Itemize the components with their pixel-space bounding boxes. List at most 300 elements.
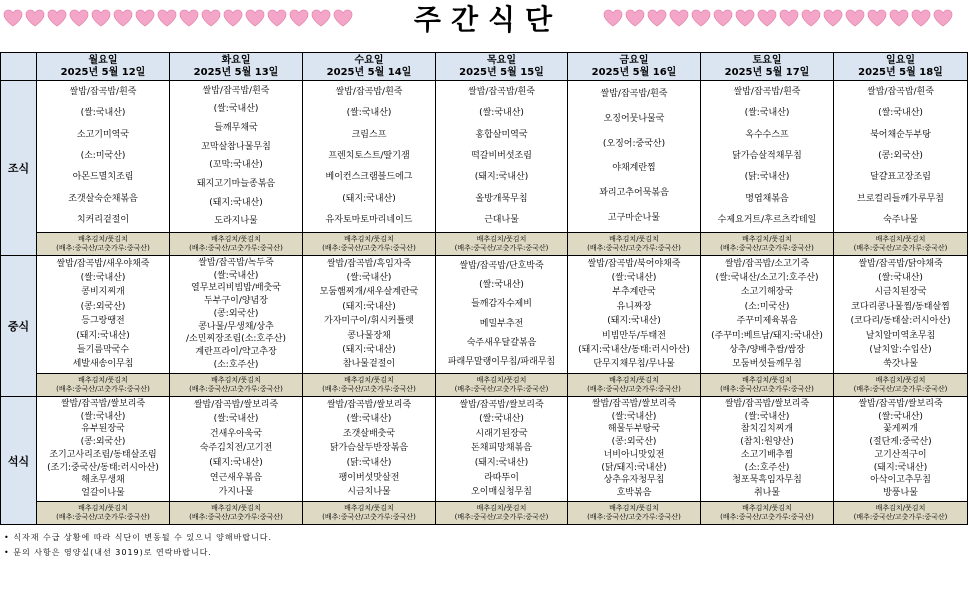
menu-item: (쌀:국내산) xyxy=(346,273,392,284)
menu-item: 쌀밥/잡곡밥/흰죽 xyxy=(733,87,801,98)
heart-icon xyxy=(2,7,24,29)
kimchi-box xyxy=(37,373,169,396)
heart-icon xyxy=(910,7,932,29)
menu-item: 들깨무채국 xyxy=(214,123,258,134)
heart-icon xyxy=(712,7,734,29)
meal-row xyxy=(1,81,968,256)
menu-item: 브로컬리들깨가루무침 xyxy=(857,193,944,204)
heart-icon xyxy=(668,7,690,29)
menu-item: (닭/돼지:국내산) xyxy=(601,462,667,473)
menu-item: 쌀밥/잡곡밥/흰죽 xyxy=(335,87,403,98)
menu-cell xyxy=(568,81,701,256)
menu-item: 닭가슴살적채무침 xyxy=(732,150,802,161)
kimchi-box xyxy=(834,232,967,255)
menu-item: (쌀:국내산) xyxy=(611,273,657,284)
menu-item: 쌀밥/잡곡밥/단호박죽 xyxy=(459,261,544,272)
menu-item: 유부된장국 xyxy=(81,424,125,435)
kimchi-origin: (배추:중국산/고춧가루:중국산) xyxy=(720,513,814,521)
menu-item: 쌀밥/잡곡밥/새우야채죽 xyxy=(56,258,150,269)
kimchi-name: 배추김치/풋김치 xyxy=(609,235,659,243)
menu-item: 오이매실청무침 xyxy=(471,487,532,498)
day-date: 2025년 5월 12일 xyxy=(60,66,146,78)
menu-item: 콩나물/무생채/상추 xyxy=(198,321,274,332)
menu-item: 열무보리비빔밥/배춧국 xyxy=(191,283,281,294)
menu-item: 숙주나물 xyxy=(883,214,918,225)
menu-item: 쌀밥/잡곡밥/쌀보리죽 xyxy=(193,399,279,410)
heart-icon xyxy=(332,7,354,29)
menu-item: (돼지:국내산) xyxy=(873,462,928,473)
menu-item: 치커리겉절이 xyxy=(76,214,130,225)
menu-item: (조기:중국산/동태:러시아산) xyxy=(47,462,159,473)
day-header xyxy=(37,53,170,81)
menu-item: 메밀부추전 xyxy=(479,318,524,329)
kimchi-name: 배추김치/풋김치 xyxy=(344,504,394,512)
menu-item: 쌀밥/잡곡밥/흰죽 xyxy=(468,87,535,98)
kimchi-box xyxy=(170,501,302,524)
kimchi-box xyxy=(834,501,967,524)
menu-item: (돼지:국내산) xyxy=(342,344,396,355)
menu-item: 꼬막살참나물무침 xyxy=(201,141,271,152)
heart-icon xyxy=(68,7,90,29)
menu-cell xyxy=(568,256,701,397)
kimchi-origin: (배추:중국산/고춧가루:중국산) xyxy=(720,244,814,252)
menu-item: 쌀밥/잡곡밥/녹두죽 xyxy=(198,257,274,268)
menu-item: (닭:국내산) xyxy=(744,172,790,183)
kimchi-box xyxy=(701,232,833,255)
menu-item: 유니짜장 xyxy=(616,301,652,312)
kimchi-origin: (배추:중국산/고춧가루:중국산) xyxy=(454,244,549,252)
menu-item: 아몬드멸치조림 xyxy=(72,172,134,183)
kimchi-origin: (배추:중국산/고춧가루:중국산) xyxy=(189,513,283,521)
menu-item: 들깨감자수제비 xyxy=(471,299,532,310)
menu-item: (소:호주산) xyxy=(744,462,790,473)
heart-icon xyxy=(756,7,778,29)
menu-item: 시래기된장국 xyxy=(475,428,528,439)
kimchi-name: 배추김치/풋김치 xyxy=(78,235,128,243)
meal-label: 중식 xyxy=(1,256,37,397)
menu-item: 해초무생채 xyxy=(81,475,125,486)
menu-cell xyxy=(436,256,568,397)
menu-item: 시금치나물 xyxy=(347,487,391,498)
day-date: 2025년 5월 18일 xyxy=(858,66,943,78)
day-date: 2025년 5월 16일 xyxy=(591,66,677,78)
heart-icon xyxy=(932,7,954,29)
kimchi-origin: (배추:중국산/고춧가루:중국산) xyxy=(56,385,150,393)
menu-item: (쌀:국내산) xyxy=(479,280,524,291)
menu-item: 옥수수스프 xyxy=(745,129,789,140)
kimchi-box xyxy=(701,501,833,524)
menu-item: 콩비지찌개 xyxy=(81,287,125,298)
menu-item: (돼지:국내산) xyxy=(76,330,130,341)
hearts-decoration-right xyxy=(602,7,954,35)
day-name: 토요일 xyxy=(752,54,782,66)
day-date: 2025년 5월 13일 xyxy=(193,66,279,78)
menu-item: 날치알미역초무침 xyxy=(865,330,936,341)
menu-item: 두부구이/양념장 xyxy=(204,296,268,307)
menu-cell xyxy=(701,397,834,525)
menu-item: 소고기해장국 xyxy=(740,287,794,298)
menu-item: 북어채순두부탕 xyxy=(870,129,931,140)
menu-item: 시금치된장국 xyxy=(874,287,927,298)
menu-item: 쌀밥/잡곡밥/흰죽 xyxy=(69,87,137,98)
kimchi-box xyxy=(436,373,567,396)
menu-item: (쌀:국내산) xyxy=(213,270,259,281)
heart-icon xyxy=(822,7,844,29)
menu-item: 소고기배추찜 xyxy=(740,449,794,460)
menu-item: /소민찌장조림(소:호주산) xyxy=(185,334,287,345)
menu-cell xyxy=(170,81,303,256)
kimchi-origin: (배추:중국산/고춧가루:중국산) xyxy=(322,385,416,393)
heart-icon xyxy=(778,7,800,29)
menu-item: 조갯살배춧국 xyxy=(342,428,396,439)
heart-icon xyxy=(866,7,888,29)
menu-item: 참나물겉절이 xyxy=(342,359,396,370)
kimchi-name: 배추김치/풋김치 xyxy=(211,235,261,243)
menu-item: 아삭이고추무침 xyxy=(870,475,931,486)
heart-icon xyxy=(112,7,134,29)
menu-item: (돼지:국내산/동태:러시아산) xyxy=(578,344,690,355)
menu-item: 쌀밥/잡곡밥/소고기죽 xyxy=(724,258,810,269)
menu-item: 베이컨스크램블드에그 xyxy=(325,172,413,183)
kimchi-box xyxy=(303,501,435,524)
menu-item: 상추/양배추쌈/쌈장 xyxy=(729,344,805,355)
menu-item: 쌀밥/잡곡밥/북어야채죽 xyxy=(587,258,681,269)
menu-item: (돼지:국내산) xyxy=(474,172,529,183)
menu-item: 숙주새우달걀볶음 xyxy=(466,337,537,348)
menu-item: 세발새송이무침 xyxy=(72,359,134,370)
menu-item: 해물두부탕국 xyxy=(607,424,661,435)
menu-item: 쌀밥/잡곡밥/흰죽 xyxy=(600,88,668,99)
menu-item: (쌀:국내산) xyxy=(346,414,392,425)
heart-icon xyxy=(602,7,624,29)
menu-cell xyxy=(701,81,834,256)
menu-item: 얼갈이나물 xyxy=(81,488,125,499)
kimchi-name: 배추김치/풋김치 xyxy=(742,504,792,512)
menu-item: 쌀밥/잡곡밥/닭야채죽 xyxy=(858,258,943,269)
menu-item: 꽃게찌개 xyxy=(883,424,918,435)
kimchi-box xyxy=(303,232,435,255)
menu-item: (콩:외국산) xyxy=(213,308,259,319)
kimchi-origin: (배추:중국산/고춧가루:중국산) xyxy=(189,244,283,252)
menu-item: 팽이버섯맛살전 xyxy=(338,472,400,483)
menu-item: (쌀:국내산) xyxy=(346,108,392,119)
kimchi-name: 배추김치/풋김치 xyxy=(742,376,792,384)
kimchi-origin: (배추:중국산/고춧가루:중국산) xyxy=(56,513,150,521)
heart-icon xyxy=(310,7,332,29)
kimchi-name: 배추김치/풋김치 xyxy=(609,504,659,512)
heart-icon xyxy=(24,7,46,29)
menu-item: 쑥갓나물 xyxy=(883,359,918,370)
kimchi-origin: (배추:중국산/고춧가루:중국산) xyxy=(853,385,948,393)
kimchi-origin: (배추:중국산/고춧가루:중국산) xyxy=(322,513,416,521)
menu-cell xyxy=(834,397,968,525)
kimchi-origin: (배추:중국산/고춧가루:중국산) xyxy=(189,385,283,393)
menu-item: 떡갈비버섯조림 xyxy=(471,150,532,161)
menu-item: (코다리/동태살:러시아산) xyxy=(850,316,951,327)
menu-item: 조기고사리조림/동태살조림 xyxy=(49,449,157,460)
menu-item: 쌀밥/잡곡밥/쌀보리죽 xyxy=(60,398,146,409)
kimchi-box xyxy=(170,232,302,255)
menu-item: 명엽채볶음 xyxy=(745,193,789,204)
menu-item: (닭:국내산) xyxy=(346,458,392,469)
day-header xyxy=(834,53,968,81)
menu-item: (돼지:국내산) xyxy=(607,316,661,327)
kimchi-box xyxy=(834,373,967,396)
menu-cell xyxy=(701,256,834,397)
heart-icon xyxy=(200,7,222,29)
menu-item: 근대나물 xyxy=(484,214,519,225)
kimchi-name: 배추김치/풋김치 xyxy=(476,376,527,384)
day-name: 일요일 xyxy=(886,54,915,66)
day-name: 월요일 xyxy=(88,54,118,66)
heart-icon xyxy=(222,7,244,29)
weekly-menu-table xyxy=(0,52,968,525)
day-header xyxy=(568,53,701,81)
kimchi-box xyxy=(303,373,435,396)
menu-item: 연근새우볶음 xyxy=(209,472,263,483)
menu-item: 너비아니맛있전 xyxy=(603,449,665,460)
menu-cell xyxy=(834,256,968,397)
day-header xyxy=(701,53,834,81)
menu-item: 숙주김치전/고기전 xyxy=(199,443,273,454)
menu-item: (쌀:국내산) xyxy=(878,273,923,284)
menu-item: 쌀밥/잡곡밥/쌀보리죽 xyxy=(858,398,943,409)
heart-icon xyxy=(690,7,712,29)
menu-item: 비빔만두/두태전 xyxy=(602,330,666,341)
menu-item: 가지나물 xyxy=(218,487,254,498)
kimchi-origin: (배추:중국산/고춧가루:중국산) xyxy=(587,513,681,521)
menu-item: 부추계란국 xyxy=(612,287,656,298)
menu-item: 프렌치토스트/딸기잼 xyxy=(328,150,410,161)
heart-icon xyxy=(844,7,866,29)
kimchi-name: 배추김치/풋김치 xyxy=(476,235,527,243)
kimchi-name: 배추김치/풋김치 xyxy=(78,504,128,512)
kimchi-box xyxy=(170,373,302,396)
menu-item: 수제요거트/후르츠칵테일 xyxy=(717,214,817,225)
page-title: 주간식단 xyxy=(413,3,563,36)
menu-item: (소:미국산) xyxy=(80,150,126,161)
menu-item: (쌀:국내산/소고기:호주산) xyxy=(715,273,819,284)
menu-cell xyxy=(303,81,436,256)
menu-item: 파래무말랭이무침/파래무침 xyxy=(447,356,556,367)
menu-item: 코다리콩나물찜/동태살찜 xyxy=(851,301,950,312)
menu-item: (콩:외국산) xyxy=(878,150,923,161)
meal-row xyxy=(1,256,968,397)
kimchi-name: 배추김치/풋김치 xyxy=(211,376,261,384)
heart-icon xyxy=(134,7,156,29)
kimchi-name: 배추김치/풋김치 xyxy=(78,376,128,384)
menu-item: 모둠버섯들깨무침 xyxy=(732,359,802,370)
menu-cell xyxy=(568,397,701,525)
kimchi-box xyxy=(568,373,700,396)
heart-icon xyxy=(156,7,178,29)
menu-item: (콩:외국산) xyxy=(611,437,657,448)
day-date: 2025년 5월 15일 xyxy=(459,66,544,78)
menu-item: 닭가슴살두반장볶음 xyxy=(329,443,409,454)
menu-item: 청포묵흑임자무침 xyxy=(732,475,802,486)
day-date: 2025년 5월 14일 xyxy=(326,66,412,78)
kimchi-origin: (배추:중국산/고춧가루:중국산) xyxy=(587,244,681,252)
menu-item: (돼지:국내산) xyxy=(209,197,263,208)
menu-item: 건새우아욱국 xyxy=(209,428,263,439)
menu-item: (콩:외국산) xyxy=(80,437,126,448)
menu-item: 쌀밥/잡곡밥/흰죽 xyxy=(202,85,270,96)
heart-icon xyxy=(288,7,310,29)
heart-icon xyxy=(244,7,266,29)
menu-item: 가자미구이/휘시커틀렛 xyxy=(324,316,414,327)
menu-item: 달걀표고장조림 xyxy=(870,172,931,183)
kimchi-origin: (배추:중국산/고춧가루:중국산) xyxy=(56,244,150,252)
menu-item: (돼지:국내산) xyxy=(209,458,263,469)
menu-item: (쌀:국내산) xyxy=(80,273,126,284)
kimchi-name: 배추김치/풋김치 xyxy=(211,504,261,512)
kimchi-box xyxy=(436,232,567,255)
heart-icon xyxy=(800,7,822,29)
menu-item: (쌀:국내산) xyxy=(213,414,259,425)
menu-item: 조갯살숙순채볶음 xyxy=(68,193,138,204)
kimchi-origin: (배추:중국산/고춧가루:중국산) xyxy=(322,244,416,252)
day-header-row xyxy=(1,53,968,81)
menu-cell xyxy=(436,81,568,256)
menu-item: (쌀:국내산) xyxy=(479,108,524,119)
menu-item: (주꾸미:베트남/돼지:국내산) xyxy=(711,330,823,341)
menu-cell xyxy=(834,81,968,256)
kimchi-origin: (배추:중국산/고춧가루:중국산) xyxy=(454,385,549,393)
day-name: 목요일 xyxy=(487,54,516,66)
menu-item: 돈채피망채볶음 xyxy=(471,443,532,454)
menu-item: (콩:외국산) xyxy=(80,301,126,312)
menu-item: (쌀:국내산) xyxy=(744,411,790,422)
menu-item: 방풍나물 xyxy=(883,488,918,499)
meal-label: 조식 xyxy=(1,81,37,256)
meal-row xyxy=(1,397,968,525)
menu-item: (소:미국산) xyxy=(744,301,790,312)
kimchi-box xyxy=(37,501,169,524)
menu-item: (소:호주산) xyxy=(213,360,259,370)
menu-cell xyxy=(37,256,170,397)
menu-item: 쌀밥/잡곡밥/쌀보리죽 xyxy=(459,399,544,410)
kimchi-name: 배추김치/풋김치 xyxy=(875,235,926,243)
kimchi-name: 배추김치/풋김치 xyxy=(875,504,926,512)
menu-item: (쌀:국내산) xyxy=(213,104,259,115)
kimchi-name: 배추김치/풋김치 xyxy=(344,235,394,243)
menu-item: 모둠햄찌개/새우살계란국 xyxy=(319,287,419,298)
kimchi-box xyxy=(701,373,833,396)
day-name: 금요일 xyxy=(619,54,649,66)
menu-cell xyxy=(37,397,170,525)
menu-item: (참치:원양산) xyxy=(740,437,794,448)
menu-item: 유자토마토마리네이드 xyxy=(325,214,413,225)
menu-item: (꼬막:국내산) xyxy=(209,160,263,171)
kimchi-name: 배추김치/풋김치 xyxy=(742,235,792,243)
menu-item: 고기산적구이 xyxy=(874,449,927,460)
menu-item: (쌀:국내산) xyxy=(479,414,524,425)
note-item: • 문의 사항은 영양실(내선 3019)로 연락바랍니다. xyxy=(4,548,212,557)
menu-item: 홍합살미역국 xyxy=(475,129,528,140)
menu-item: (쌀:국내산) xyxy=(80,411,126,422)
menu-item: (날치알:수입산) xyxy=(869,344,932,355)
menu-item: 쌀밥/잡곡밥/쌀보리죽 xyxy=(326,399,412,410)
menu-item: (쌀:국내산) xyxy=(744,108,790,119)
menu-item: 오징어뭇나물국 xyxy=(603,113,665,124)
day-header xyxy=(170,53,303,81)
day-name: 화요일 xyxy=(221,54,251,66)
menu-item: 주꾸미제육볶음 xyxy=(736,316,798,327)
kimchi-origin: (배추:중국산/고춧가루:중국산) xyxy=(853,244,948,252)
menu-item: 취나물 xyxy=(753,488,781,499)
menu-item: 단무지채무침/무나물 xyxy=(593,359,675,370)
kimchi-origin: (배추:중국산/고춧가루:중국산) xyxy=(587,385,681,393)
menu-cell xyxy=(436,397,568,525)
menu-item: 들기름막국수 xyxy=(76,344,130,355)
kimchi-name: 배추김치/풋김치 xyxy=(609,376,659,384)
menu-item: 상추유자청무침 xyxy=(603,475,665,486)
menu-cell xyxy=(37,81,170,256)
day-header xyxy=(303,53,436,81)
day-name: 수요일 xyxy=(354,54,384,66)
menu-item: 꽈리고추어묵볶음 xyxy=(599,188,669,199)
kimchi-box xyxy=(568,501,700,524)
menu-cell xyxy=(303,397,436,525)
day-date: 2025년 5월 17일 xyxy=(724,66,810,78)
corner-cell xyxy=(1,53,37,81)
menu-item: 야채계란찜 xyxy=(612,163,656,174)
menu-cell xyxy=(303,256,436,397)
menu-item: (돼지:국내산) xyxy=(342,193,396,204)
kimchi-box xyxy=(436,501,567,524)
menu-item: 소고기미역국 xyxy=(76,129,130,140)
menu-item: 쌀밥/잡곡밥/흰죽 xyxy=(867,87,934,98)
menu-item: (돼지:국내산) xyxy=(474,458,529,469)
menu-cell xyxy=(170,256,303,397)
menu-item: (쌀:국내산) xyxy=(611,411,657,422)
heart-icon xyxy=(888,7,910,29)
notes xyxy=(4,530,272,560)
kimchi-origin: (배추:중국산/고춧가루:중국산) xyxy=(853,513,948,521)
menu-cell xyxy=(170,397,303,525)
note-item: • 식자재 수급 상황에 따라 식단이 변동될 수 있으니 양해바랍니다. xyxy=(4,533,273,542)
menu-item: 쌀밥/잡곡밥/흑임자죽 xyxy=(326,258,412,269)
menu-item: 콩나물장채 xyxy=(347,330,391,341)
kimchi-origin: (배추:중국산/고춧가루:중국산) xyxy=(720,385,814,393)
menu-item: (오징어:중국산) xyxy=(602,138,666,149)
menu-item: 참치김치찌개 xyxy=(740,424,794,435)
heart-icon xyxy=(646,7,668,29)
menu-item: 쌀밥/잡곡밥/쌀보리죽 xyxy=(724,398,810,409)
menu-item: (쌀:국내산) xyxy=(878,411,923,422)
menu-item: 도라지나물 xyxy=(214,216,258,227)
menu-item: 쌀밥/잡곡밥/쌀보리죽 xyxy=(591,398,677,409)
heart-icon xyxy=(734,7,756,29)
menu-item: 돼지고기마늘종볶음 xyxy=(196,178,276,189)
day-header xyxy=(436,53,568,81)
heart-icon xyxy=(624,7,646,29)
menu-item: 등그랑땡전 xyxy=(81,316,125,327)
heart-icon xyxy=(46,7,68,29)
hearts-decoration-left xyxy=(2,7,354,35)
menu-item: (쌀:국내산) xyxy=(80,108,126,119)
menu-item: 고구마순나물 xyxy=(607,213,661,224)
menu-item: (쌀:국내산) xyxy=(878,108,923,119)
kimchi-box xyxy=(37,232,169,255)
menu-item: (절단게:중국산) xyxy=(869,437,932,448)
menu-item: 라따뚜이 xyxy=(484,472,519,483)
kimchi-box xyxy=(568,232,700,255)
meal-label: 석식 xyxy=(1,397,37,525)
kimchi-name: 배추김치/풋김치 xyxy=(476,504,527,512)
menu-item: (돼지:국내산) xyxy=(342,301,396,312)
menu-item: 올방개묵무침 xyxy=(475,193,528,204)
